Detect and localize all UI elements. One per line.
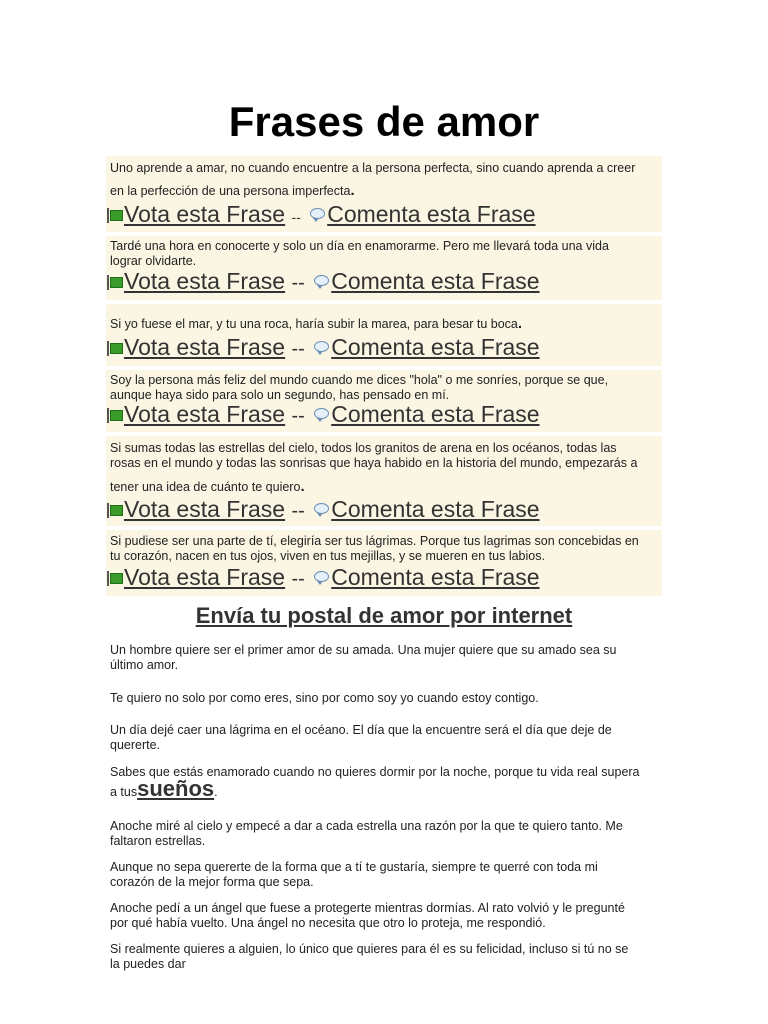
vote-flag-icon [110,410,123,421]
postal-link-heading[interactable]: Envía tu postal de amor por internet [195,603,573,628]
comment-link[interactable]: Comenta esta Frase [331,334,540,360]
quote-text: Uno aprende a amar, no cuando encuentre a la persona perfecta, sino cuando aprenda a creer en la perfección de una persona imperfecta. [110,161,636,199]
quote-actions [110,334,540,362]
vote-flag-icon [110,277,123,288]
quote-actions [110,564,540,592]
comment-bubble-icon [314,275,329,286]
vote-link[interactable]: Vota esta Frase [124,201,286,227]
comment-link[interactable]: Comenta esta Frase [331,564,540,590]
separator: -- [291,272,305,294]
quote-box [106,236,662,300]
quote-box [106,370,662,432]
quote-actions [110,401,540,429]
quote-text: Soy la persona más feliz del mundo cuando me dices "hola" o me sonríes, porque se que, aunque haya sido para solo un segundo, has pensado en mí. [110,373,609,402]
paragraph: Un día dejé caer una lágrima en el océano. El día que la encuentre será el día que deje de quererte. [110,723,612,752]
comment-link[interactable]: Comenta esta Frase [331,496,540,522]
vote-link[interactable]: Vota esta Frase [124,496,286,522]
vote-flag-icon [110,343,123,354]
paragraph: Sabes que estás enamorado cuando no quieres dormir por la noche, porque tu vida real supera a tussueños. [110,765,640,801]
comment-link[interactable]: Comenta esta Frase [331,268,540,294]
comment-bubble-icon [314,571,329,582]
quote-box [106,530,662,596]
quote-box [106,436,662,526]
vote-link[interactable]: Vota esta Frase [124,334,286,360]
paragraph: Anoche pedí a un ángel que fuese a protegerte mientras dormías. Al rato volvió y le pregunté por qué había vuelto. Una ángel no necesita que otro lo proteja, me respondió. [110,901,625,930]
comment-bubble-icon [314,341,329,352]
paragraph: Un hombre quiere ser el primer amor de su amada. Una mujer quiere que su amado sea su último amor. [110,643,617,672]
suenos-link[interactable]: sueños [137,776,215,801]
separator: -- [291,568,305,590]
quote-box [106,304,662,366]
comment-link[interactable]: Comenta esta Frase [331,401,540,427]
comment-link[interactable]: Comenta esta Frase [327,201,536,227]
quote-text: Tardé una hora en conocerte y solo un día en enamorarme. Pero me llevará toda una vida lograr olvidarte. [110,239,609,268]
vote-flag-icon [110,210,123,221]
paragraph: Te quiero no solo por como eres, sino por como soy yo cuando estoy contigo. [110,691,539,705]
comment-bubble-icon [314,503,329,514]
quote-actions [110,201,536,230]
separator: -- [291,338,305,360]
vote-link[interactable]: Vota esta Frase [124,401,286,427]
quote-actions [110,268,540,296]
page-title: Frases de amor [228,98,540,145]
vote-link[interactable]: Vota esta Frase [124,564,286,590]
quote-text: Si pudiese ser una parte de tí, elegiría ser tus lágrimas. Porque tus lagrimas son concebidas en tu corazón, nacen en tus ojos, viven en tus mejillas, y se mueren en tus labios. [110,534,639,563]
separator: -- [291,209,301,225]
separator: -- [291,500,305,522]
quote-text: Si yo fuese el mar, y tu una roca, haría subir la marea, para besar tu boca. [110,315,523,332]
vote-flag-icon [110,573,123,584]
comment-bubble-icon [310,208,325,219]
paragraph: Aunque no sepa quererte de la forma que a tí te gustaría, siempre te querré con toda mi corazón de la mejor forma que sepa. [110,860,598,889]
vote-flag-icon [110,505,123,516]
quote-actions [110,496,540,524]
quote-box [106,156,662,232]
separator: -- [291,405,305,427]
paragraph: Si realmente quieres a alguien, lo único que quieres para él es su felicidad, incluso si tú no se la puedes dar [110,942,629,971]
paragraph: Anoche miré al cielo y empecé a dar a cada estrella una razón por la que te quiero tanto. Me faltaron estrellas. [110,819,623,848]
quote-text: Si sumas todas las estrellas del cielo, todos los granitos de arena en los océanos, todas las rosas en el mundo y todas las sonrisas que haya habido en la historia del mundo, empezarás a tener una idea de cuánto te quiero. [110,441,638,495]
comment-bubble-icon [314,408,329,419]
vote-link[interactable]: Vota esta Frase [124,268,286,294]
